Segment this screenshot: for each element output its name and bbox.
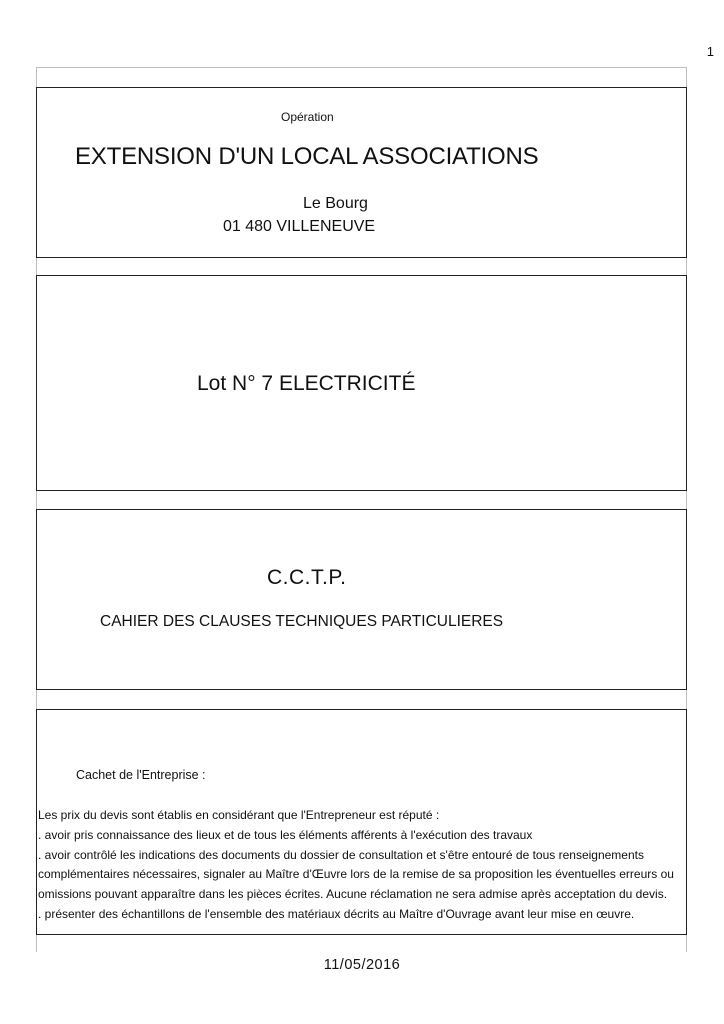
condition-line: . avoir pris connaissance des lieux et de tous les éléments afférents à l'exécution des travaux bbox=[38, 827, 533, 842]
condition-line: . avoir contrôlé les indications des documents du dossier de consultation et s'être entouré de tous renseignements bbox=[38, 847, 644, 862]
condition-line: complémentaires nécessaires, signaler au Maître d'Œuvre lors de la remise de sa proposition les éventuelles erreurs ou bbox=[38, 867, 674, 882]
operation-place: Le Bourg bbox=[303, 195, 368, 212]
condition-line: . présenter des échantillons de l'ensemble des matériaux décrits au Maître d'Ouvrage avant leur mise en œuvre. bbox=[38, 906, 635, 921]
operation-title: EXTENSION D'UN LOCAL ASSOCIATIONS bbox=[75, 143, 539, 170]
conditions-text bbox=[38, 806, 686, 925]
page-number: 1 bbox=[706, 44, 714, 59]
operation-label: Opération bbox=[281, 110, 334, 124]
enterprise-box bbox=[36, 709, 687, 935]
condition-line: omissions pouvant apparaître dans les pièces écrites. Aucune réclamation ne sera admise après acceptation du devis. bbox=[38, 887, 668, 902]
cctp-subtitle: CAHIER DES CLAUSES TECHNIQUES PARTICULIERES bbox=[100, 613, 504, 630]
footer-date: 11/05/2016 bbox=[323, 957, 401, 973]
operation-city: 01 480 VILLENEUVE bbox=[223, 218, 376, 235]
operation-box bbox=[36, 87, 687, 258]
cctp-title: C.C.T.P. bbox=[267, 566, 347, 589]
condition-line: Les prix du devis sont établis en considérant que l'Entrepreneur est réputé : bbox=[38, 808, 440, 822]
stamp-label: Cachet de l'Entreprise : bbox=[76, 768, 206, 782]
cctp-box bbox=[36, 509, 687, 690]
lot-box bbox=[36, 275, 687, 491]
lot-title: Lot N° 7 ELECTRICITÉ bbox=[197, 372, 416, 395]
